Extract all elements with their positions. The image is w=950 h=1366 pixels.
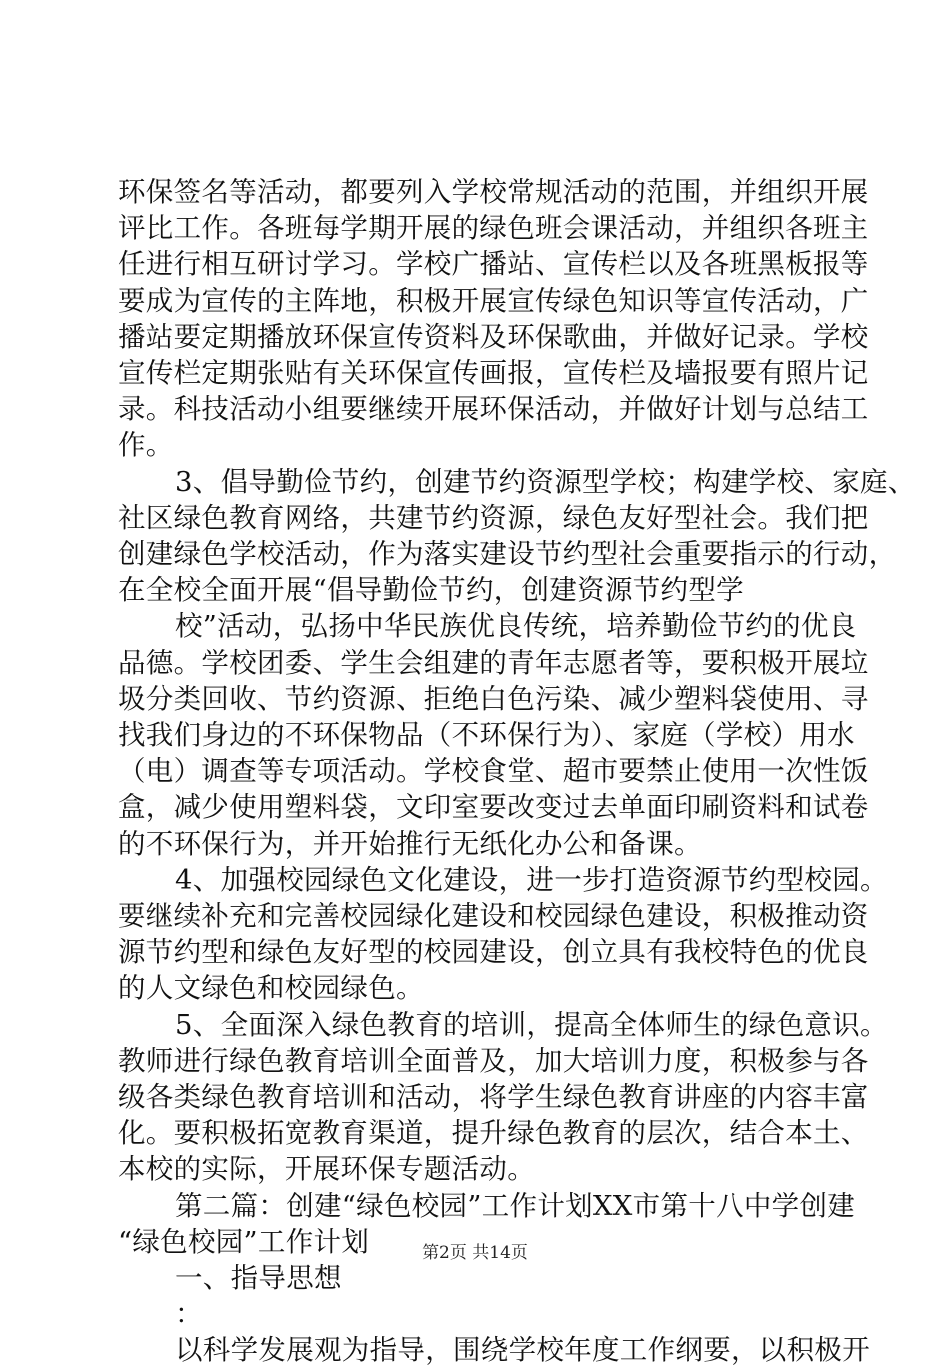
text-line: 评比工作。各班每学期开展的绿色班会课活动，并组织各班主 xyxy=(118,212,869,244)
text-line: 在全校全面开展“倡导勤俭节约，创建资源节约型学 xyxy=(118,574,744,606)
text-line: 教师进行绿色教育培训全面普及，加大培训力度，积极参与各 xyxy=(118,1045,869,1077)
text-line: 播站要定期播放环保宣传资料及环保歌曲，并做好记录。学校 xyxy=(118,321,869,353)
text-line: 第二篇：创建“绿色校园”工作计划XX市第十八中学创建 xyxy=(175,1190,856,1222)
text-line: 本校的实际，开展环保专题活动。 xyxy=(118,1153,535,1185)
text-line: 作。 xyxy=(118,429,174,461)
text-line: 盒，减少使用塑料袋，文印室要改变过去单面印刷资料和试卷 xyxy=(118,791,869,823)
text-line: 的不环保行为，并开始推行无纸化办公和备课。 xyxy=(118,828,702,860)
text-line: 品德。学校团委、学生会组建的青年志愿者等，要积极开展垃 xyxy=(118,647,869,679)
text-line: 社区绿色教育网络，共建节约资源，绿色友好型社会。我们把 xyxy=(118,502,869,534)
text-line: 化。要积极拓宽教育渠道，提升绿色教育的层次，结合本土、 xyxy=(118,1117,869,1149)
text-line: 找我们身边的不环保物品（不环保行为）、家庭（学校）用水 xyxy=(118,719,855,751)
text-line: 录。科技活动小组要继续开展环保活动，并做好计划与总结工 xyxy=(118,393,869,425)
page-number-footer: 第2页 共14页 xyxy=(422,1243,528,1263)
text-line: 校”活动，弘扬中华民族优良传统，培养勤俭节约的优良 xyxy=(175,610,857,642)
section-heading: 一、指导思想 xyxy=(175,1262,342,1294)
text-line: 5、全面深入绿色教育的培训，提高全体师生的绿色意识。 xyxy=(175,1009,888,1041)
text-line: （电）调查等专项活动。学校食堂、超市要禁止使用一次性饭 xyxy=(118,755,869,787)
text-line: 要成为宣传的主阵地，积极开展宣传绿色知识等宣传活动，广 xyxy=(118,285,869,317)
text-line: 的人文绿色和校园绿色。 xyxy=(118,972,424,1004)
text-line: 圾分类回收、节约资源、拒绝白色污染、减少塑料袋使用、寻 xyxy=(118,683,869,715)
text-line: 创建绿色学校活动，作为落实建设节约型社会重要指示的行动， xyxy=(118,538,897,570)
text-line: 源节约型和绿色友好型的校园建设，创立具有我校特色的优良 xyxy=(118,936,869,968)
text-line: 4、加强校园绿色文化建设，进一步打造资源节约型校园。 xyxy=(175,864,888,896)
text-line: 环保签名等活动，都要列入学校常规活动的范围，并组织开展 xyxy=(118,176,869,208)
text-line: 级各类绿色教育培训和活动，将学生绿色教育讲座的内容丰富 xyxy=(118,1081,869,1113)
text-line: “绿色校园”工作计划 xyxy=(118,1226,370,1258)
text-line: 3、倡导勤俭节约，创建节约资源型学校；构建学校、家庭、 xyxy=(175,466,916,498)
text-line: 要继续补充和完善校园绿化建设和校园绿色建设，积极推动资 xyxy=(118,900,869,932)
text-line: ： xyxy=(175,1298,203,1330)
text-line: 以科学发展观为指导，围绕学校年度工作纲要，以积极开 xyxy=(175,1334,870,1366)
text-line: 宣传栏定期张贴有关环保宣传画报，宣传栏及墙报要有照片记 xyxy=(118,357,869,389)
text-line: 任进行相互研讨学习。学校广播站、宣传栏以及各班黑板报等 xyxy=(118,248,869,280)
